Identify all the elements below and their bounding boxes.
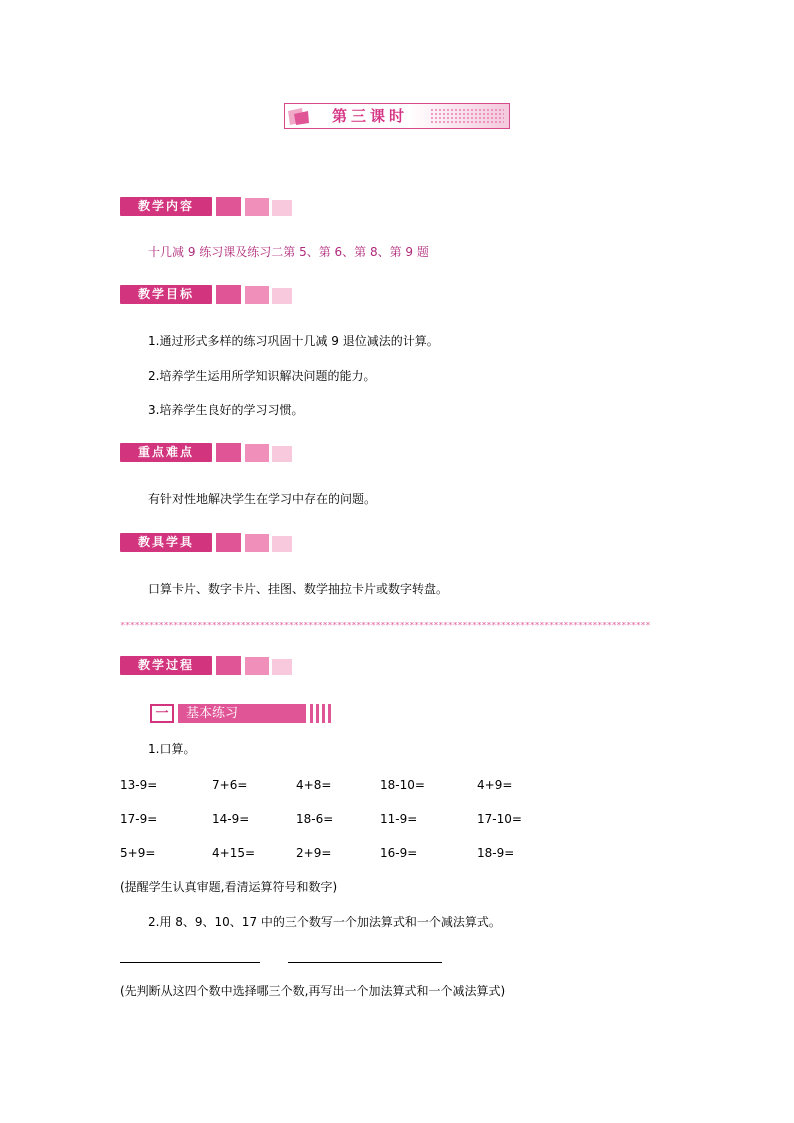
math-item: 7+6=: [212, 778, 248, 792]
math-item: 5+9=: [120, 846, 156, 860]
star-divider: **************************************************************************************************************: [120, 622, 651, 630]
deco-square: [245, 657, 269, 675]
section-header-goals: [120, 285, 296, 304]
math-item: 4+15=: [212, 846, 256, 860]
deco-tick: [310, 704, 313, 723]
exercise-2-note: (先判断从这四个数中选择哪三个数,再写出一个加法算式和一个减法算式): [120, 984, 506, 998]
deco-square: [272, 659, 292, 675]
subsection-header: [150, 704, 334, 723]
deco-square: [245, 444, 269, 462]
page-title: 第三课时: [331, 107, 408, 125]
deco-square: [216, 285, 241, 304]
section-header-tools: [120, 533, 296, 552]
deco-tick: [322, 704, 325, 723]
section-header-content: [120, 197, 296, 216]
deco-square: [272, 536, 292, 552]
math-item: 4+8=: [296, 778, 332, 792]
math-item: 17-9=: [120, 812, 158, 826]
math-item: 14-9=: [212, 812, 250, 826]
deco-square: [245, 286, 269, 304]
section-header-key: [120, 443, 296, 462]
math-item: 17-10=: [477, 812, 522, 826]
subsection-title: 基本练习: [178, 704, 306, 723]
math-item: 18-10=: [380, 778, 425, 792]
deco-square: [216, 197, 241, 216]
deco-square: [216, 533, 241, 552]
exercise-1-note: (提醒学生认真审题,看清运算符号和数字): [120, 880, 338, 894]
deco-square: [216, 656, 241, 675]
answer-line: [120, 962, 260, 963]
deco-tick: [316, 704, 319, 723]
math-item: 4+9=: [477, 778, 513, 792]
tools-text: 口算卡片、数字卡片、挂图、数学抽拉卡片或数字转盘。: [148, 582, 449, 596]
deco-tick: [328, 704, 331, 723]
goal-item: 2.培养学生运用所学知识解决问题的能力。: [148, 369, 376, 383]
exercise-1-title: 1.口算。: [148, 742, 196, 756]
math-item: 13-9=: [120, 778, 158, 792]
deco-square: [245, 198, 269, 216]
deco-square: [216, 443, 241, 462]
section-label: 重点难点: [120, 443, 212, 462]
exercise-2-title: 2.用 8、9、10、17 中的三个数写一个加法算式和一个减法算式。: [148, 915, 501, 929]
math-item: 18-6=: [296, 812, 334, 826]
section-label: 教学内容: [120, 197, 212, 216]
math-item: 18-9=: [477, 846, 515, 860]
goal-item: 1.通过形式多样的练习巩固十几减 9 退位减法的计算。: [148, 334, 439, 348]
deco-square: [272, 200, 292, 216]
math-item: 11-9=: [380, 812, 418, 826]
section-label: 教具学具: [120, 533, 212, 552]
section-label: 教学目标: [120, 285, 212, 304]
deco-square: [245, 534, 269, 552]
section-header-process: [120, 656, 296, 675]
deco-square: [272, 288, 292, 304]
math-item: 2+9=: [296, 846, 332, 860]
section-label: 教学过程: [120, 656, 212, 675]
goal-item: 3.培养学生良好的学习习惯。: [148, 403, 304, 417]
content-text: 十几减 9 练习课及练习二第 5、第 6、第 8、第 9 题: [148, 245, 429, 259]
key-text: 有针对性地解决学生在学习中存在的问题。: [148, 492, 377, 506]
subsection-number: 一: [150, 704, 174, 723]
math-item: 16-9=: [380, 846, 418, 860]
banner-dots: [430, 108, 504, 124]
deco-square: [272, 446, 292, 462]
answer-line: [288, 962, 442, 963]
